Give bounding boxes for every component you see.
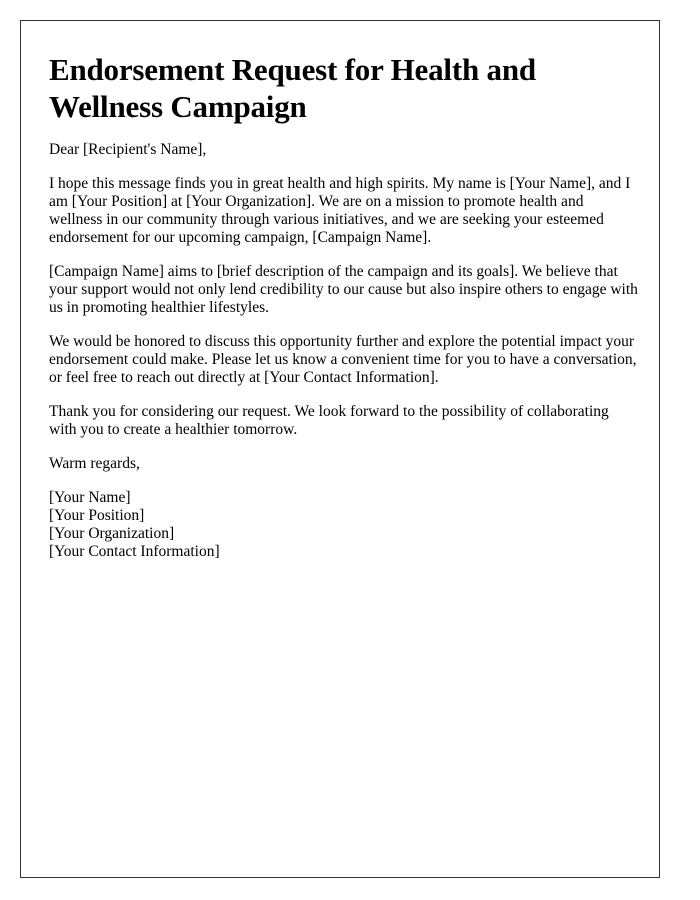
salutation: Dear [Recipient's Name], (49, 141, 207, 158)
signature-name: [Your Name] (49, 489, 131, 506)
body-paragraph: We would be honored to discuss this opportunity further and explore the potential impact your endorsement could make. Please let us know a convenient time for you to have a conversation, or feel free to reach out directly at [Your Contact Information]. (49, 333, 637, 386)
signature-position: [Your Position] (49, 507, 145, 524)
signature-block (49, 489, 639, 561)
body-paragraph: I hope this message finds you in great health and high spirits. My name is [Your Name], and I am [Your Position] at [Your Organization]. We are on a mission to promote health and wellness in our community through various initiatives, and we are seeking your esteemed endorsement for our upcoming campaign, [Campaign Name]. (49, 175, 631, 246)
closing: Warm regards, (49, 455, 140, 472)
body-paragraph: Thank you for considering our request. We look forward to the possibility of collaborating with you to create a healthier tomorrow. (49, 403, 609, 438)
letter-page (20, 20, 660, 878)
letter-content (49, 51, 639, 561)
signature-organization: [Your Organization] (49, 525, 175, 542)
signature-contact: [Your Contact Information] (49, 543, 220, 560)
letter-title: Endorsement Request for Health and Wellness Campaign (49, 52, 536, 124)
body-paragraph: [Campaign Name] aims to [brief description of the campaign and its goals]. We believe that your support would not only lend credibility to our cause but also inspire others to engage with us in promoting healthier lifestyles. (49, 263, 638, 316)
